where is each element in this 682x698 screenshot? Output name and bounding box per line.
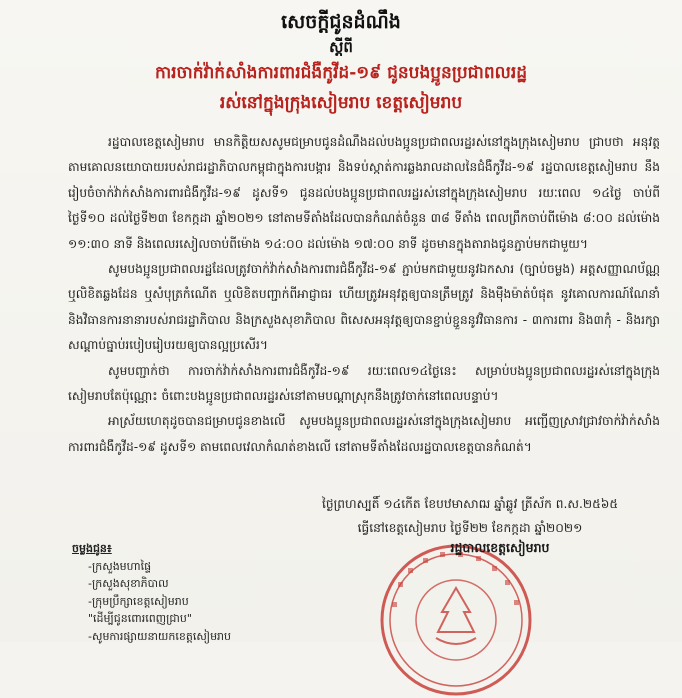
recipients-heading: ចម្លងជូន៖ xyxy=(72,542,112,555)
official-seal-icon xyxy=(378,542,534,698)
signing-authority: រដ្ឋបាលខេត្តសៀមរាប xyxy=(450,540,550,555)
body-paragraph-4: អាស្រ័យហេតុដូចបានជម្រាបជូនខាងលើ សូមបងប្អូនប្រជាពលរដ្ឋរស់នៅក្នុងក្រុងសៀមរាប អញ្ជើញស្រាវជ្រាវចាក់វ៉ាក់សាំងការពារជំងឺកូវីដ-១៩ ដូសទី១ តាមពេលវេលាកំណត់ខាងលើ នៅតាមទីតាំងដែលរដ្ឋបាលខេត្តបានកំណត់។ xyxy=(68,414,660,454)
body-paragraph-3: សូមបញ្ជាក់ថា ការចាក់វ៉ាក់សាំងការពារជំងឺកូវីដ-១៩ រយៈពេល១៤ថ្ងៃនេះ សម្រាប់បងប្អូនប្រជាពលរដ្ឋរស់នៅក្នុងក្រុងសៀមរាបតែប៉ុណ្ណោះ ចំពោះបងប្អូនប្រជាពលរដ្ឋរស់នៅតាមបណ្តាស្រុកនឹងត្រូវចាក់នៅពេលបន្ទាប់។ xyxy=(68,363,660,404)
subject-line-1: ការចាក់វ៉ាក់សាំងការពារជំងឺកូវីដ-១៩ ជូនបងប្អូនប្រជាពលរដ្ឋ xyxy=(154,63,528,83)
recipient-item: -ក្រសួងមហាផ្ទៃ xyxy=(88,559,152,573)
subject-label: ស្តីពី xyxy=(329,38,353,56)
recipient-item: -ក្រសួងសុខាភិបាល xyxy=(88,577,169,590)
body-paragraph-1: រដ្ឋបាលខេត្តសៀមរាប មានកិត្តិយសសូមជម្រាបជូនដំណឹងដល់បងប្អូនប្រជាពលរដ្ឋរស់នៅក្នុងក្រុងសៀមរាប ជ្រាបថា អនុវត្តតាមគោលនយោបាយរបស់រាជរដ្ឋាភិបាលកម្ពុជាក្នុងការបង្ការ និងទប់ស្កាត់ការឆ្លងរាលដាលនៃជំងឺកូវីដ-១៩ រដ្ឋបាលខេត្តសៀមរាប នឹងរៀបចំចាក់វ៉ាក់សាំងការពារជំងឺកូវីដ-១៩ ដូសទី១ ជូនដល់បងប្អូនប្រជាពលរដ្ឋរស់នៅក្នុងក្រុងសៀមរាប រយៈពេល ១៤ថ្ងៃ ចាប់ពីថ្ងៃទី១០ ដល់ថ្ងៃទី២៣ ខែកក្កដា ឆ្នាំ២០២១ នៅតាមទីតាំងដែលបានកំណត់ចំនួន ៣៨ ទីតាំង ពេលព្រឹកចាប់ពីម៉ោង ៨:០០ ដល់ម៉ោង ១១:៣០ នាទី និងពេលរសៀលចាប់ពីម៉ោង ១៤:០០ ដល់ម៉ោង ១៧:០០ នាទី ដូចមានក្នុងតារាងជូនភ្ជាប់មកជាមួយ។ xyxy=(68,135,660,251)
recipient-item: -សូមការផ្សាយនាយកខេត្តសៀមរាប xyxy=(88,629,232,643)
recipient-item: "ដើម្បីជូនពោរពេញជ្រាប" xyxy=(88,612,192,625)
solar-date: ធ្វើនៅខេត្តសៀមរាប ថ្ងៃទី២២ ខែកក្កដា ឆ្នាំ២០២១ xyxy=(357,521,583,535)
lunar-date: ថ្ងៃព្រហស្បតិ៍ ១៤កើត ខែបឋមាសាឍ ឆ្នាំឆ្លូវ ត្រីស័ក ព.ស.២៥៦៥ xyxy=(322,497,618,511)
body-paragraph-2: សូមបងប្អូនប្រជាពលរដ្ឋដែលត្រូវចាក់វ៉ាក់សាំងការពារជំងឺកូវីដ-១៩ ភ្ជាប់មកជាមួយនូវឯកសារ (ច្បាប់ចម្លង) អត្តសញ្ញាណប័ណ្ណ ឬលិខិតឆ្លងដែន ឬសំបុត្រកំណើត ឬលិខិតបញ្ជាក់ពីអាជ្ញាធរ ហើយត្រូវអនុវត្តឲ្យបានត្រឹមត្រូវ និងម៉ឺងម៉ាត់បំផុត នូវគោលការណ៍ណែនាំ និងវិធានការនានារបស់រាជរដ្ឋាភិបាល និងក្រសួងសុខាភិបាល ពិសេសអនុវត្តឲ្យបានខ្ជាប់ខ្ជួននូវវិធានការ - ៣ការពារ និង៣កុំ - និងរក្សាសណ្តាប់ធ្នាប់របៀបរៀបរយឲ្យបានល្អប្រសើរ។ xyxy=(68,262,660,353)
recipients-list xyxy=(72,540,332,645)
recipient-item: -ក្រុមប្រឹក្សាខេត្តសៀមរាប xyxy=(88,594,189,608)
body-paragraphs xyxy=(68,130,660,454)
document-heading: សេចក្តីជូនដំណឹង xyxy=(281,11,401,33)
subject-line-2: រស់នៅក្នុងក្រុងសៀមរាប ខេត្តសៀមរាប xyxy=(219,93,463,113)
